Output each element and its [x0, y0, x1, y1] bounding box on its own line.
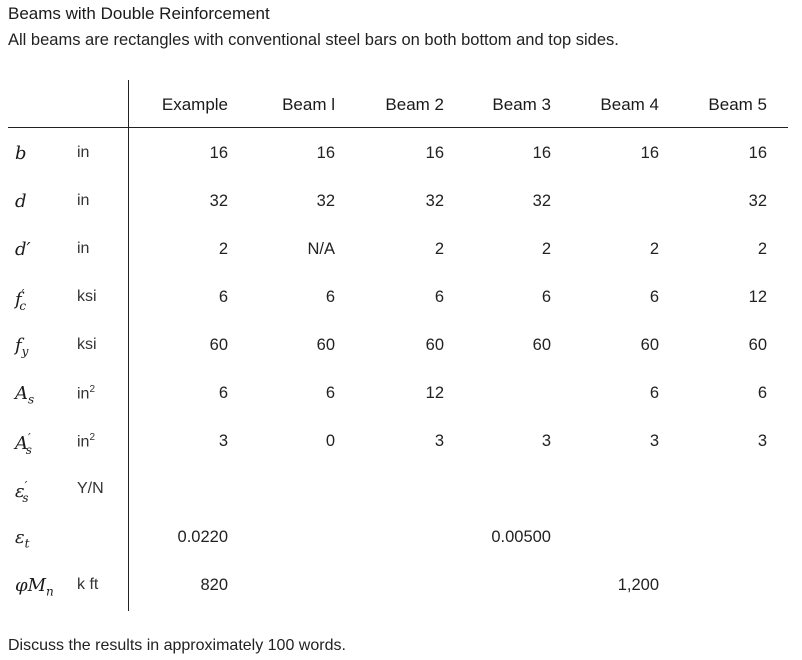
cell-beam-4: 3	[649, 432, 659, 450]
cell-beam-5: 60	[748, 336, 767, 354]
row-unit: ksi	[77, 288, 97, 305]
table-row	[0, 287, 802, 311]
row-symbol: d′	[15, 239, 31, 260]
cell-beam-4: 6	[649, 288, 659, 306]
cell-example: 0.0220	[177, 528, 228, 546]
column-header-beam-5: Beam 5	[708, 95, 767, 114]
cell-beam-2: 12	[425, 384, 444, 402]
cell-beam-1: 60	[316, 336, 335, 354]
cell-beam-2: 2	[434, 240, 444, 258]
cell-example: 820	[200, 576, 228, 594]
cell-example: 6	[218, 384, 228, 402]
row-symbol: d	[15, 191, 27, 212]
cell-beam-3: 32	[532, 192, 551, 210]
row-symbol: $\varepsilon_t$	[15, 527, 30, 551]
cell-example: 3	[218, 432, 228, 450]
row-symbol: $A_s$	[15, 383, 35, 407]
row-unit: in	[77, 144, 90, 161]
cell-beam-3: 0.00500	[491, 528, 551, 546]
cell-beam-2: 60	[425, 336, 444, 354]
row-symbol: $f_y$	[15, 335, 29, 359]
cell-beam-2: 16	[425, 144, 444, 162]
cell-beam-1: 6	[325, 288, 335, 306]
table-row	[0, 431, 802, 455]
discussion-prompt: Discuss the results in approximately 100 words.	[8, 637, 346, 654]
cell-beam-4: 6	[649, 384, 659, 402]
cell-beam-1: 16	[316, 144, 335, 162]
cell-beam-5: 6	[757, 384, 767, 402]
cell-beam-2: 6	[434, 288, 444, 306]
row-unit: in	[77, 192, 90, 209]
column-header-beam-4: Beam 4	[600, 95, 659, 114]
column-header-beam-2: Beam 2	[385, 95, 444, 114]
cell-example: 60	[209, 336, 228, 354]
table-row	[0, 383, 802, 407]
row-symbol: $\varepsilon'_s$	[15, 479, 29, 505]
table-title: Beams with Double Reinforcement	[8, 4, 270, 23]
row-unit: $in^2$	[77, 384, 96, 403]
cell-beam-2: 32	[425, 192, 444, 210]
cell-example: 6	[218, 288, 228, 306]
table-row	[0, 479, 802, 503]
column-header-beam-3: Beam 3	[492, 95, 551, 114]
cell-beam-1: 0	[325, 432, 335, 450]
cell-beam-4: 1,200	[617, 576, 659, 594]
table-row	[0, 239, 802, 263]
cell-beam-1: N/A	[307, 240, 335, 258]
cell-beam-4: 2	[649, 240, 659, 258]
column-header-beam-1: Beam l	[282, 95, 335, 114]
table-row	[0, 335, 802, 359]
cell-beam-5: 16	[748, 144, 767, 162]
cell-beam-5: 3	[757, 432, 767, 450]
cell-beam-3: 2	[541, 240, 551, 258]
cell-example: 32	[209, 192, 228, 210]
cell-beam-3: 6	[541, 288, 551, 306]
table-row	[0, 143, 802, 167]
cell-beam-5: 2	[757, 240, 767, 258]
cell-example: 2	[218, 240, 228, 258]
row-symbol: b	[15, 143, 27, 164]
cell-beam-4: 16	[640, 144, 659, 162]
row-unit: Y/N	[77, 480, 104, 497]
column-header-example: Example	[161, 95, 228, 114]
row-symbol: $f'_c$	[15, 287, 27, 313]
cell-beam-2: 3	[434, 432, 444, 450]
cell-beam-1: 6	[325, 384, 335, 402]
cell-beam-3: 16	[532, 144, 551, 162]
row-unit: $in^2$	[77, 432, 96, 451]
cell-beam-3: 3	[541, 432, 551, 450]
cell-beam-4: 60	[640, 336, 659, 354]
table-row	[0, 527, 802, 551]
table-row	[0, 575, 802, 599]
row-unit: in	[77, 240, 90, 257]
row-symbol: $\varphi M_n$	[15, 575, 54, 599]
cell-example: 16	[209, 144, 228, 162]
cell-beam-1: 32	[316, 192, 335, 210]
cell-beam-5: 12	[748, 288, 767, 306]
cell-beam-3: 60	[532, 336, 551, 354]
row-unit: k ft	[77, 576, 99, 593]
cell-beam-5: 32	[748, 192, 767, 210]
row-symbol: $A'_s$	[15, 431, 32, 457]
header-divider	[8, 127, 788, 128]
table-subtitle: All beams are rectangles with conventional steel bars on both bottom and top sides.	[8, 31, 619, 49]
row-unit: ksi	[77, 336, 97, 353]
table-row	[0, 191, 802, 215]
